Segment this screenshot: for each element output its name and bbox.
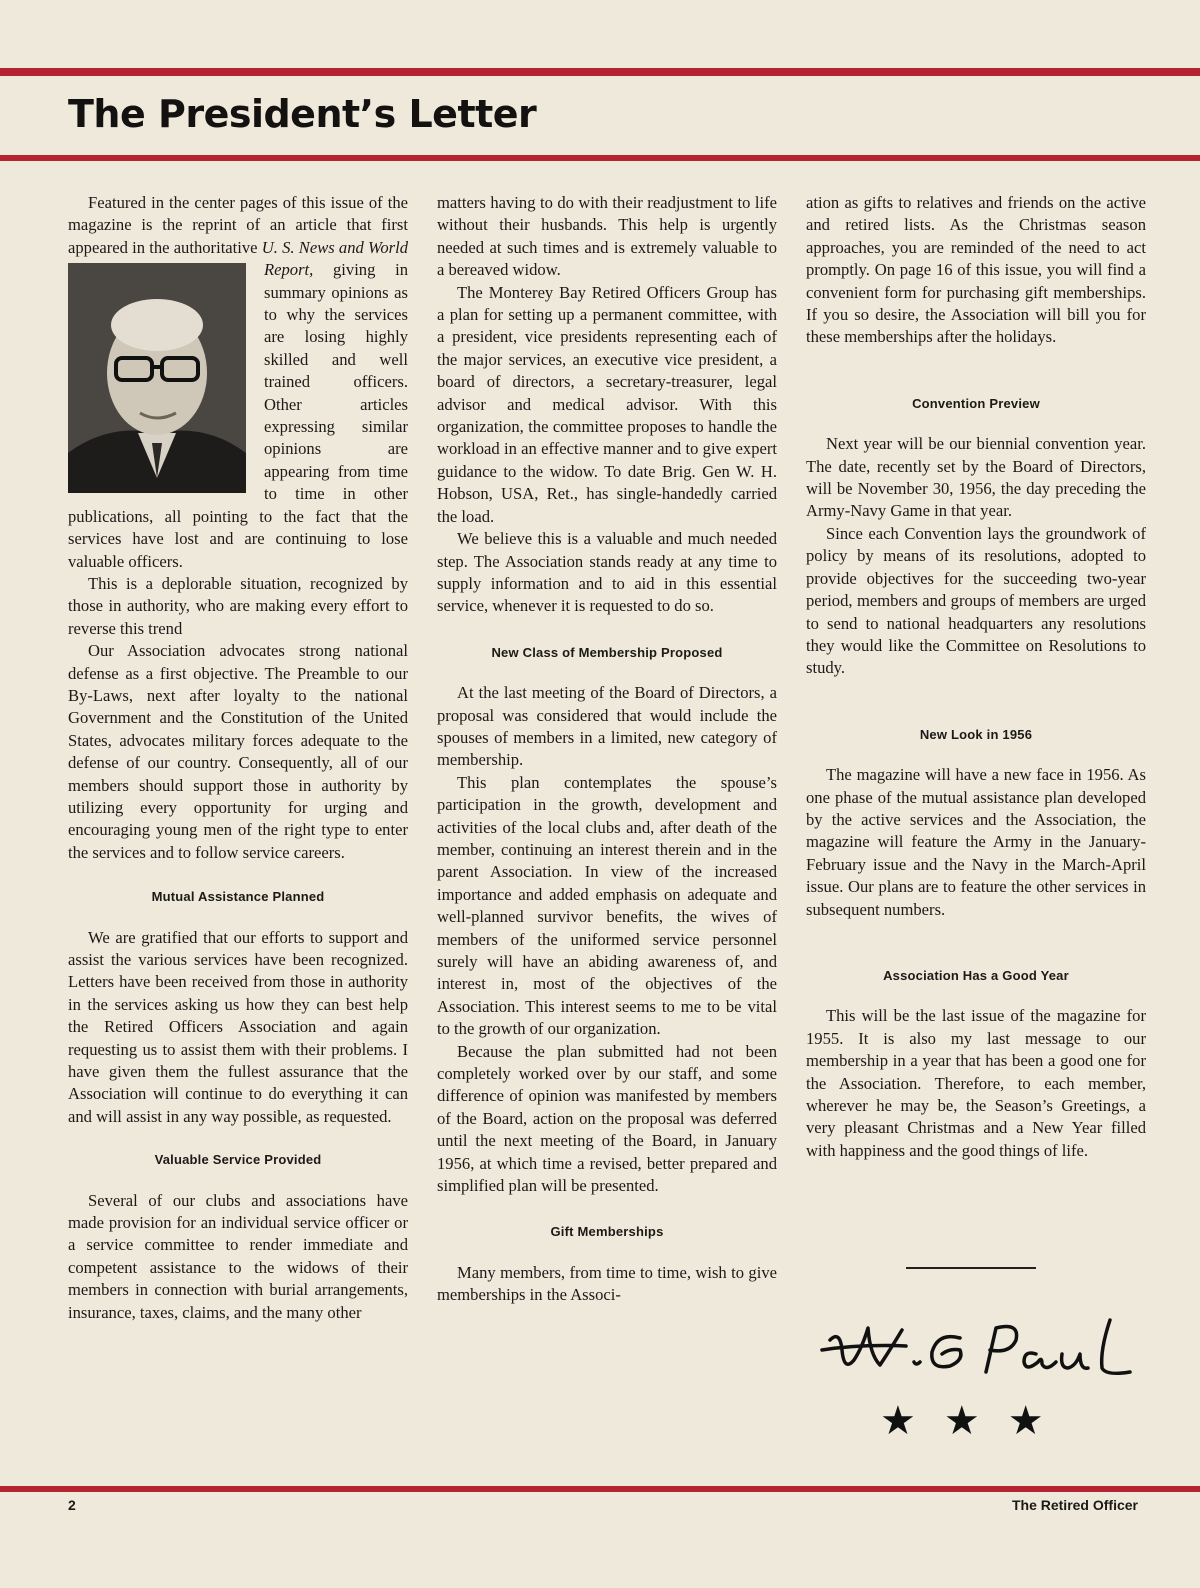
signature (810, 1310, 1140, 1390)
footer-rule (0, 1486, 1200, 1492)
paragraph: Since each Convention lays the groundwork of policy by means of its resolutions, adopted to provide objectives for the succeeding two-year period, members and groups of members are urged to send to national headquarters any resolutions they would like the Committee on Resolutions to study. (806, 523, 1146, 678)
column-2 (437, 192, 777, 1307)
signature-rule (906, 1267, 1036, 1269)
section-heading: Association Has a Good Year (883, 967, 1069, 983)
paragraph: This plan contemplates the spouse’s participation in the growth, development and activities of the local clubs and, after death of the member, continuing an interest therein and in the parent Association. In view of the increased importance and added emphasis on adequate and well-planned survivor benefits, the wives of members of the uniformed service personnel surely will have an abiding awareness of, and interest in, most of the objectives of the Association. This interest seems to me to be vital to the growth of our organization. (437, 772, 777, 1039)
column-1 (68, 192, 408, 1324)
portrait-drawing (68, 263, 246, 493)
page-title: The President’s Letter (68, 92, 537, 136)
paragraph: The Monterey Bay Retired Officers Group has a plan for setting up a permanent committee, with a president, vice presidents representing each of the major services, an executive vice president, a board of directors, a secretary-treasurer, legal advisor and medical advisor. With this organization, the committee proposes to handle the workload in an effective manner and to give expert guidance to the widow. To date Brig. Gen W. H. Hobson, USA, Ret., has single-handedly carried the load. (437, 282, 777, 526)
paragraph: matters having to do with their readjustment to life without their husbands. This help is urgently needed at such times and is extremely valuable to a bereaved widow. (437, 193, 777, 280)
section-heading: Valuable Service Provided (154, 1152, 322, 1168)
paragraph: Next year will be our biennial convention year. The date, recently set by the Board of Directors, will be November 30, 1956, the day preceding the Army-Navy Game in that year. (806, 434, 1146, 521)
paragraph: The magazine will have a new face in 1956. As one phase of the mutual assistance plan developed by the active services and the Association, the magazine will feature the Army in the January-February issue and the Navy in the March-April issue. Our plans are to feature the other services in subsequent numbers. (806, 765, 1146, 919)
page-number: 2 (68, 1497, 76, 1513)
paragraph: This will be the last issue of the magazine for 1955. It is also my last message to our membership in a year that has been a good one for the Association. Therefore, to each member, wherever he may be, the Season’s Greetings, a very pleasant Christmas and a New Year filled with happiness and the good things of life. (806, 1006, 1146, 1160)
paragraph: At the last meeting of the Board of Directors, a proposal was considered that would include the spouses of members in a limited, new category of membership. (437, 683, 777, 770)
paragraph: ation as gifts to relatives and friends on the active and retired lists. As the Christmas season approaches, you are reminded of the need to act promptly. On page 16 of this issue, you will find a convenient form for purchasing gift memberships. If you so desire, the Association will bill you for these memberships after the holidays. (806, 193, 1146, 347)
stars-ornament: ★★★ (880, 1398, 1072, 1444)
top-rule (0, 68, 1200, 76)
paragraph: This is a deplorable situation, recognized by those in authority, who are making every effort to reverse this trend (68, 573, 408, 638)
footer-publication: The Retired Officer (1011, 1497, 1138, 1513)
column-3 (806, 192, 1146, 1162)
section-heading: New Look in 1956 (919, 726, 1033, 742)
paragraph: Several of our clubs and associations have made provision for an individual service officer or a service committee to render immediate and competent assistance to the widows of their members in connection with burial arrangements, insurance, taxes, claims, and the many other (68, 1190, 408, 1322)
president-portrait (68, 263, 246, 493)
section-heading: Mutual Assistance Planned (151, 889, 325, 905)
paragraph (68, 192, 408, 573)
text-run: giving in summary opinions as to why the services are losing highly skilled and well trained officers. Other articles expressing similar opinions are appearing from time to time in other publications, all pointing to the fact that the services have lost and are continuing to lose valuable officers. (68, 260, 408, 571)
title-rule (0, 155, 1200, 161)
paragraph: Our Association advocates strong national defense as a first objective. The Preamble to our By-Laws, next after loyalty to the national Government and the Constitution of the United States, advocates military forces adequate to the defense of our country. Consequently, all of our members should support those in authority by utilizing every opportunity for urging and encouraging young men of the right type to enter the services and to follow service careers. (68, 641, 408, 862)
paragraph: We are gratified that our efforts to support and assist the various services have been recognized. Letters have been received from those in authority in the services asking us how they can best help the Retired Officers Association and again requesting us to assist them with their problems. I have given them the fullest assurance that the Association will continue to do everything it can and will assist in any way possible, as requested. (68, 927, 408, 1126)
paragraph: We believe this is a valuable and much needed step. The Association stands ready at any time to supply information and to aid in this essential service, whenever it is requested to do so. (437, 529, 777, 616)
text-run: Featured in the center pages of this issue of the magazine is the reprint of an article that first appeared in the authoritative (68, 193, 408, 257)
paragraph: Many members, from time to time, wish to give memberships in the Associ- (437, 1262, 777, 1305)
section-heading: New Class of Membership Proposed (491, 644, 723, 660)
paragraph: Because the plan submitted had not been completely worked over by our staff, and some difference of opinion was manifested by members of the Board, action on the proposal was deferred until the next meeting of the Board, in January 1956, at which time a revised, better prepared and simplified plan will be presented. (437, 1041, 777, 1196)
section-heading: Convention Preview (912, 395, 1040, 411)
section-heading: Gift Memberships (550, 1224, 664, 1240)
publication-name: U. S. News and World Report, (261, 237, 408, 280)
